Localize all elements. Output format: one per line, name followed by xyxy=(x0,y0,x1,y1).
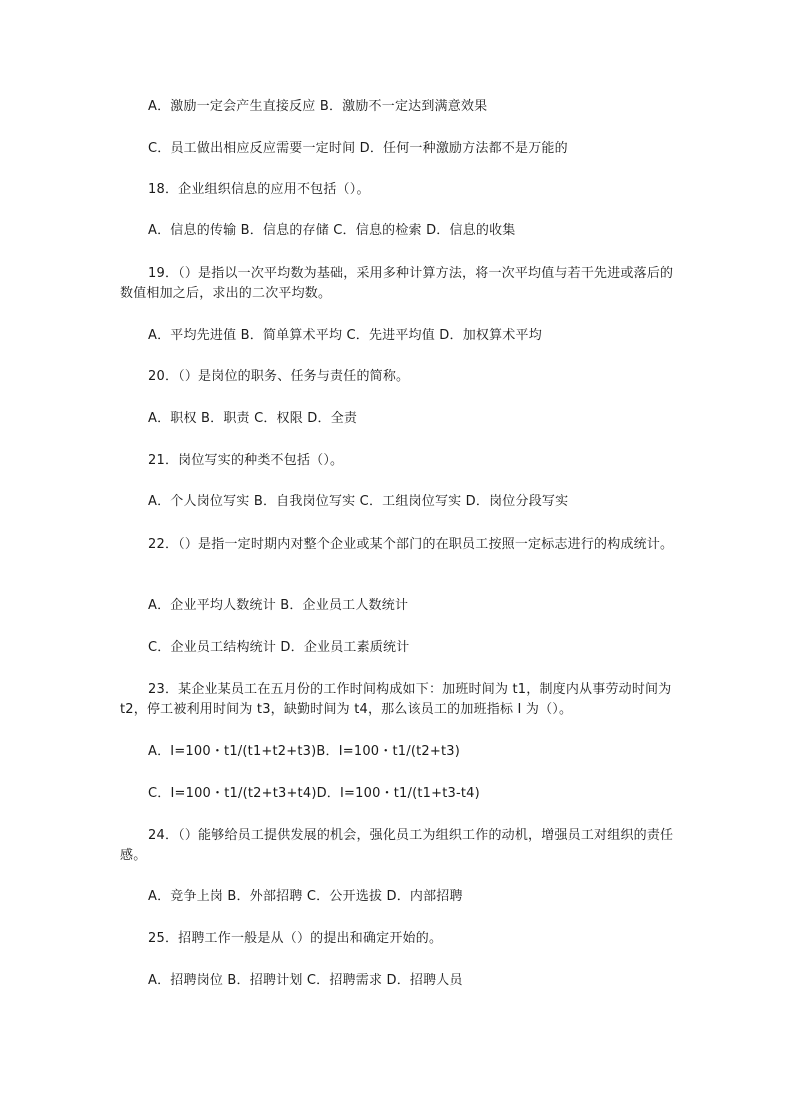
q22-options-cd: C．企业员工结构统计 D．企业员工素质统计 xyxy=(148,640,410,655)
question-18: 18．企业组织信息的应用不包括（）。 xyxy=(148,182,370,197)
q22-options-ab: A．企业平均人数统计 B．企业员工人数统计 xyxy=(148,598,409,613)
q24-options: A．竞争上岗 B．外部招聘 C．公开选拔 D．内部招聘 xyxy=(148,889,463,904)
q18-options: A．信息的传输 B．信息的存储 C．信息的检索 D．信息的收集 xyxy=(148,223,516,238)
question-20: 20．（）是岗位的职务、任务与责任的简称。 xyxy=(148,369,410,384)
q21-options: A．个人岗位写实 B．自我岗位写实 C．工组岗位写实 D．岗位分段写实 xyxy=(148,494,569,509)
q17-options-cd: C．员工做出相应反应需要一定时间 D．任何一种激励方法都不是万能的 xyxy=(148,141,568,156)
question-24: 24．（）能够给员工提供发展的机会，强化员工为组织工作的动机，增强员工对组织的责任感。 xyxy=(120,828,674,863)
q23-options-ab: A．I=100・t1/(t1+t2+t3)B．I=100・t1/(t2+t3) xyxy=(148,744,460,759)
q19-options: A．平均先进值 B．简单算术平均 C．先进平均值 D．加权算术平均 xyxy=(148,328,542,343)
question-25: 25．招聘工作一般是从（）的提出和确定开始的。 xyxy=(148,931,443,946)
question-19: 19．（）是指以一次平均数为基础，采用多种计算方法，将一次平均值与若干先进或落后的数值相加之后，求出的二次平均数。 xyxy=(120,266,674,301)
q20-options: A．职权 B．职责 C．权限 D．全责 xyxy=(148,411,358,426)
q23-options-cd: C．I=100・t1/(t2+t3+t4)D．I=100・t1/(t1+t3-t4) xyxy=(148,786,480,801)
q17-options-ab: A．激励一定会产生直接反应 B．激励不一定达到满意效果 xyxy=(148,99,488,114)
q25-options: A．招聘岗位 B．招聘计划 C．招聘需求 D．招聘人员 xyxy=(148,973,463,988)
question-21: 21．岗位写实的种类不包括（）。 xyxy=(148,453,344,468)
question-23: 23．某企业某员工在五月份的工作时间构成如下：加班时间为 t1，制度内从事劳动时间为 t2，停工被利用时间为 t3，缺勤时间为 t4，那么该员工的加班指标 I 为（）。 xyxy=(120,682,672,717)
question-22: 22．（）是指一定时期内对整个企业或某个部门的在职员工按照一定标志进行的构成统计。 xyxy=(148,537,674,552)
